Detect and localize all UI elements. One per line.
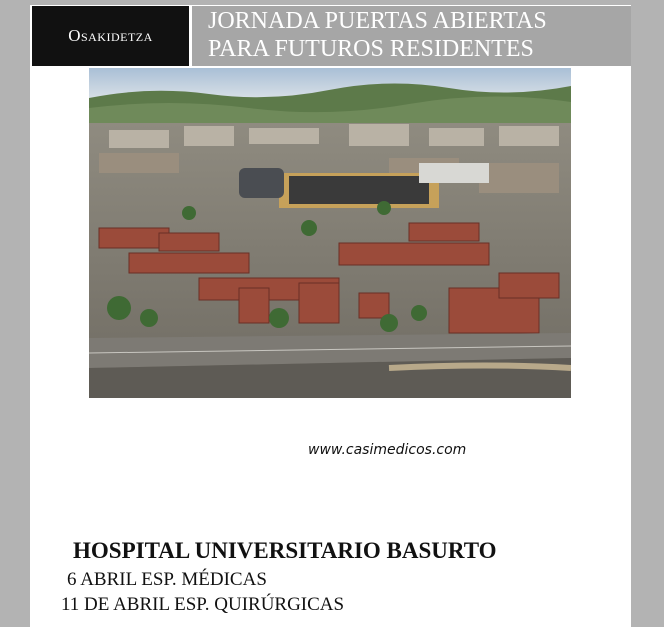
- website-link[interactable]: www.casimedicos.com: [308, 442, 467, 458]
- event-title-line-1: JORNADA PUERTAS ABIERTAS: [208, 8, 547, 34]
- top-strip: [30, 0, 631, 5]
- brand-text: Osakidetza: [68, 26, 153, 45]
- hospital-aerial-photo: [89, 68, 571, 398]
- date-medical: 6 ABRIL ESP. MÉDICAS: [67, 569, 267, 590]
- event-title-banner: [192, 6, 631, 66]
- document-page: [30, 0, 631, 627]
- date-surgical: 11 DE ABRIL ESP. QUIRÚRGICAS: [61, 594, 345, 615]
- brand-logo: [32, 6, 189, 66]
- hospital-name: HOSPITAL UNIVERSITARIO BASURTO: [73, 538, 497, 563]
- event-title-line-2: PARA FUTUROS RESIDENTES: [208, 36, 534, 62]
